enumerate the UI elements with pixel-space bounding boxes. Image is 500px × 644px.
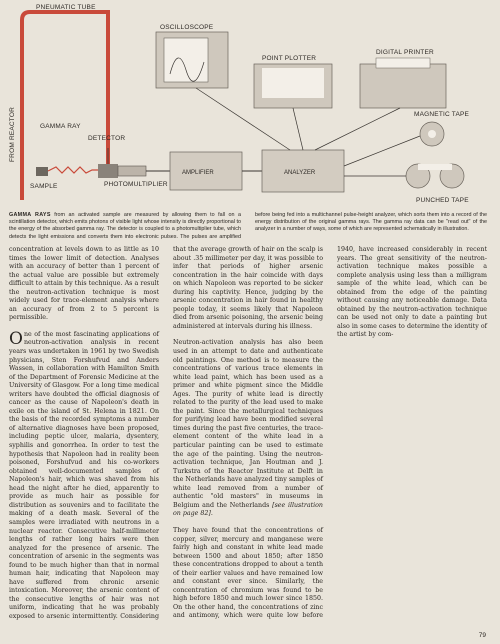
label-oscilloscope: OSCILLOSCOPE <box>160 24 214 31</box>
label-gamma-ray: GAMMA RAY <box>40 123 81 130</box>
label-digital-printer: DIGITAL PRINTER <box>376 49 434 56</box>
label-from-reactor: FROM REACTOR <box>9 106 16 162</box>
article-body <box>9 246 487 628</box>
label-pneumatic-tube: PNEUMATIC TUBE <box>36 4 96 11</box>
label-sample: SAMPLE <box>30 183 58 190</box>
caption-text: from an activated sample are measured by allowing them to fall on a scintillation detector, which emits photons of visible light whose intensity is directly proportional to the energy of the absorbed gamma ray. The detector is coupled to a photomultiplier tube, which detects the light emissions and converts them into electronic pulses. The pulses are amplified before being fed into a multichannel pulse-height analyzer, which sorts them into a record of the energy distribution of the original gamma rays. The gamma ray data can be "read out" of the analyzer in a number of ways, some of which are represented schematically in illustration. <box>9 212 487 240</box>
figure-caption <box>9 212 487 241</box>
sample-icon <box>36 167 48 176</box>
pneumatic-tube <box>22 12 108 200</box>
gamma-ray-path <box>48 167 98 173</box>
detector-icon <box>98 164 118 178</box>
drop-cap: O <box>9 328 23 349</box>
digital-printer-icon <box>360 64 446 108</box>
caption-lead: GAMMA RAYS <box>9 212 51 218</box>
article-paragraph: They have found that the concentrations of copper, silver, mercury and manganese were fairly high and constant in white lead made between 1500 and about 1850; after 1850 these concentrations dropped to about a tenth of their earlier values and have remained low and constant ever since. Similarly, the concentration of chromium was found to be high before 1850 and much lower since 1850. On the other hand, the concentrations of zinc and antimony, which were quite low before 1940, have increased considerably in recent years. The great sensitivity of the neutron-activation technique makes possible a complete analysis using less than a milligram sample of the white lead, which can be obtained from the edge of the painting without causing any noticeable damage. Data obtained by the neutron-activation technique can be used not only to date a painting but also in some cases to determine the identity of the artist by com- <box>173 246 487 620</box>
article-paragraph-text: ne of the most fascinating applications of neutron-activation analysis in recent years was undertaken in 1961 by two Swedish physicians, Sten Forshufvud and Anders Wassen, in collaboration with Hamilton Smith of the Department of Forensic Medicine at the University of Glasgow. For a long time medical writers have doubted the official diagnosis of cancer as the cause of Napoleon's death in exile on the island of St. Helena in 1821. On the basis of the recorded symptoms a number of alternative diagnoses have been proposed, including peptic ulcer, malaria, dysentery, syphilis and gonorrhea. In order to test the hypothesis that Napoleon had in reality been poisoned, Forshufvud and his co-workers obtained well-documented samples of Napoleon's hair, which was shaved from his head the night after he died, apparently to provide as much hair as possible for distribution as souvenirs and to facilitate the making of a death mask. Several of the samples were irradiated with neutrons in a nuclear reactor. Consecutive half-millimeter lengths of rather long hairs were then analyzed for the presence of arsenic. The concentration of arsenic in the segments was found to be much higher than that in normal human hair, indicating that Napoleon may have suffered from chronic arsenic intoxication. Moreover, the arsenic content of the consecutive lengths of hair was not uniform, indicating that he was probably exposed to arsenic intermittently. Considering that the average growth of hair on the scalp is about .35 millimeter per day, it was possible to infer that periods of higher arsenic concentration in the hair coincide with days on which Napoleon was reported to be sicker during his captivity. Hence, judging by the arsenic concentration in hair found in healthy people today, it seems likely that Napoleon died from arsenic poisoning, the arsenic being administered at intervals during his illness. <box>9 246 323 620</box>
gamma-ray-apparatus-diagram <box>0 0 500 206</box>
label-amplifier: AMPLIFIER <box>182 170 214 176</box>
article-paragraph-text: Neutron-activation analysis has also been used in an attempt to date and authenticate old paintings. One method is to measure the concentrations of various trace elements in white lead paint, which has been used as a primer and white pigment since the Middle Ages. The purity of white lead is directly related to the purity of the lead used to make the paint. Since the metallurgical techniques for purifying lead have been modified several times during the past five centuries, the trace-element content of the white lead in a particular painting can be used to estimate the age of the painting. Using the neutron-activation technique, Jan Houtman and J. Turkstra of the Reactor Institute at Delft in the Netherlands have analyzed tiny samples of white lead removed from a number of authentic "old masters" in museums in Belgium and the Netherlands <box>173 339 323 509</box>
page-number: 79 <box>478 632 486 639</box>
paragraph-end: . <box>210 510 213 518</box>
label-punched-tape: PUNCHED TAPE <box>416 197 469 204</box>
label-photomultiplier: PHOTOMULTIPLIER <box>104 181 168 188</box>
label-magnetic-tape: MAGNETIC TAPE <box>414 111 470 118</box>
label-point-plotter: POINT PLOTTER <box>262 55 317 62</box>
article-paragraph <box>173 339 323 518</box>
photomultiplier-icon <box>118 166 146 176</box>
article-paragraph: concentration at levels down to as little as 10 times the lower limit of detection. Analyses with an accuracy of better than 1 percent of the actual value are possible but extremely difficult to attain by this technique. As a result the neutron-activation technique is most widely used for trace-element analysis where an accuracy of from 2 to 5 percent is permissible. <box>9 246 159 322</box>
illustration-reference: [see illustration on page 82] <box>173 501 323 518</box>
label-analyzer: ANALYZER <box>284 170 316 176</box>
label-detector: DETECTOR <box>88 135 126 142</box>
